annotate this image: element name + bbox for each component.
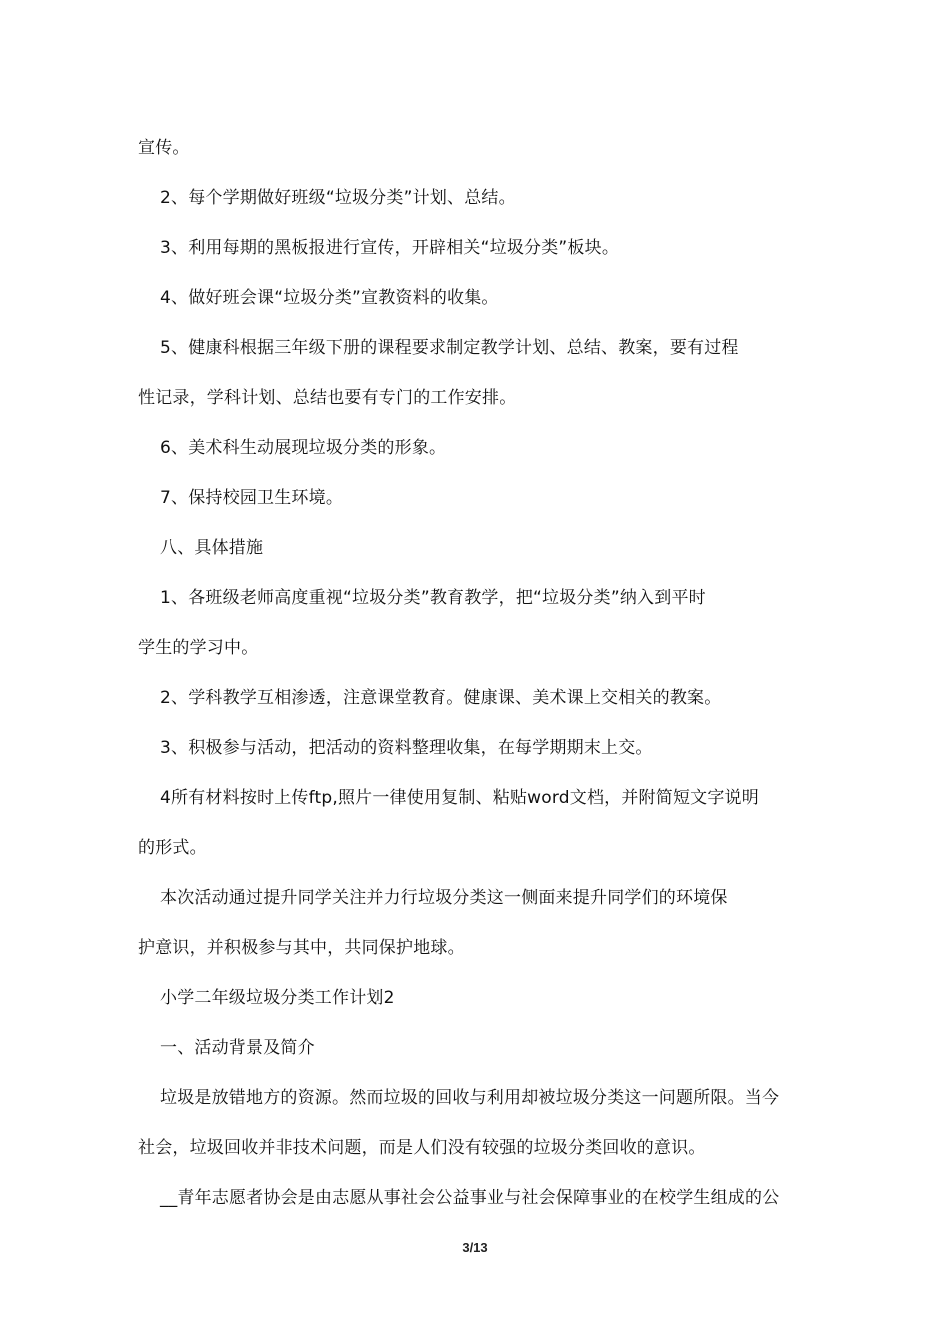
text-line: 性记录，学科计划、总结也要有专门的工作安排。 bbox=[138, 388, 517, 408]
list-item: 6、美术科生动展现垃圾分类的形象。 bbox=[160, 438, 447, 458]
text-line: 的形式。 bbox=[138, 838, 207, 858]
list-item: 7、保持校园卫生环境。 bbox=[160, 488, 344, 508]
list-item: 5、健康科根据三年级下册的课程要求制定教学计划、总结、教案，要有过程 bbox=[160, 338, 739, 358]
paragraph-line: 垃圾是放错地方的资源。然而垃圾的回收与利用却被垃圾分类这一问题所限。当今 bbox=[160, 1088, 780, 1108]
list-item: 4、做好班会课“垃圾分类”宣教资料的收集。 bbox=[160, 288, 499, 308]
document-subtitle: 小学二年级垃圾分类工作计划2 bbox=[160, 988, 395, 1008]
list-item: 4所有材料按时上传ftp,照片一律使用复制、粘贴word文档，并附简短文字说明 bbox=[160, 788, 759, 808]
paragraph-line: __青年志愿者协会是由志愿从事社会公益事业与社会保障事业的在校学生组成的公 bbox=[160, 1188, 780, 1208]
list-item: 1、各班级老师高度重视“垃圾分类”教育教学，把“垃圾分类”纳入到平时 bbox=[160, 588, 706, 608]
text-line: 宣传。 bbox=[138, 138, 190, 158]
list-item: 2、学科教学互相渗透，注意课堂教育。健康课、美术课上交相关的教案。 bbox=[160, 688, 722, 708]
list-item: 3、利用每期的黑板报进行宣传，开辟相关“垃圾分类”板块。 bbox=[160, 238, 620, 258]
section-heading: 八、具体措施 bbox=[160, 538, 264, 558]
text-line: 学生的学习中。 bbox=[138, 638, 259, 658]
page-number: 3/13 bbox=[462, 1240, 488, 1255]
list-item: 2、每个学期做好班级“垃圾分类”计划、总结。 bbox=[160, 188, 516, 208]
paragraph-line: 本次活动通过提升同学关注并力行垃圾分类这一侧面来提升同学们的环境保 bbox=[160, 888, 728, 908]
list-item: 3、积极参与活动，把活动的资料整理收集，在每学期期末上交。 bbox=[160, 738, 653, 758]
text-line: 社会，垃圾回收并非技术问题，而是人们没有较强的垃圾分类回收的意识。 bbox=[138, 1138, 706, 1158]
text-line: 护意识，并积极参与其中，共同保护地球。 bbox=[138, 938, 465, 958]
section-heading: 一、活动背景及简介 bbox=[160, 1038, 315, 1058]
